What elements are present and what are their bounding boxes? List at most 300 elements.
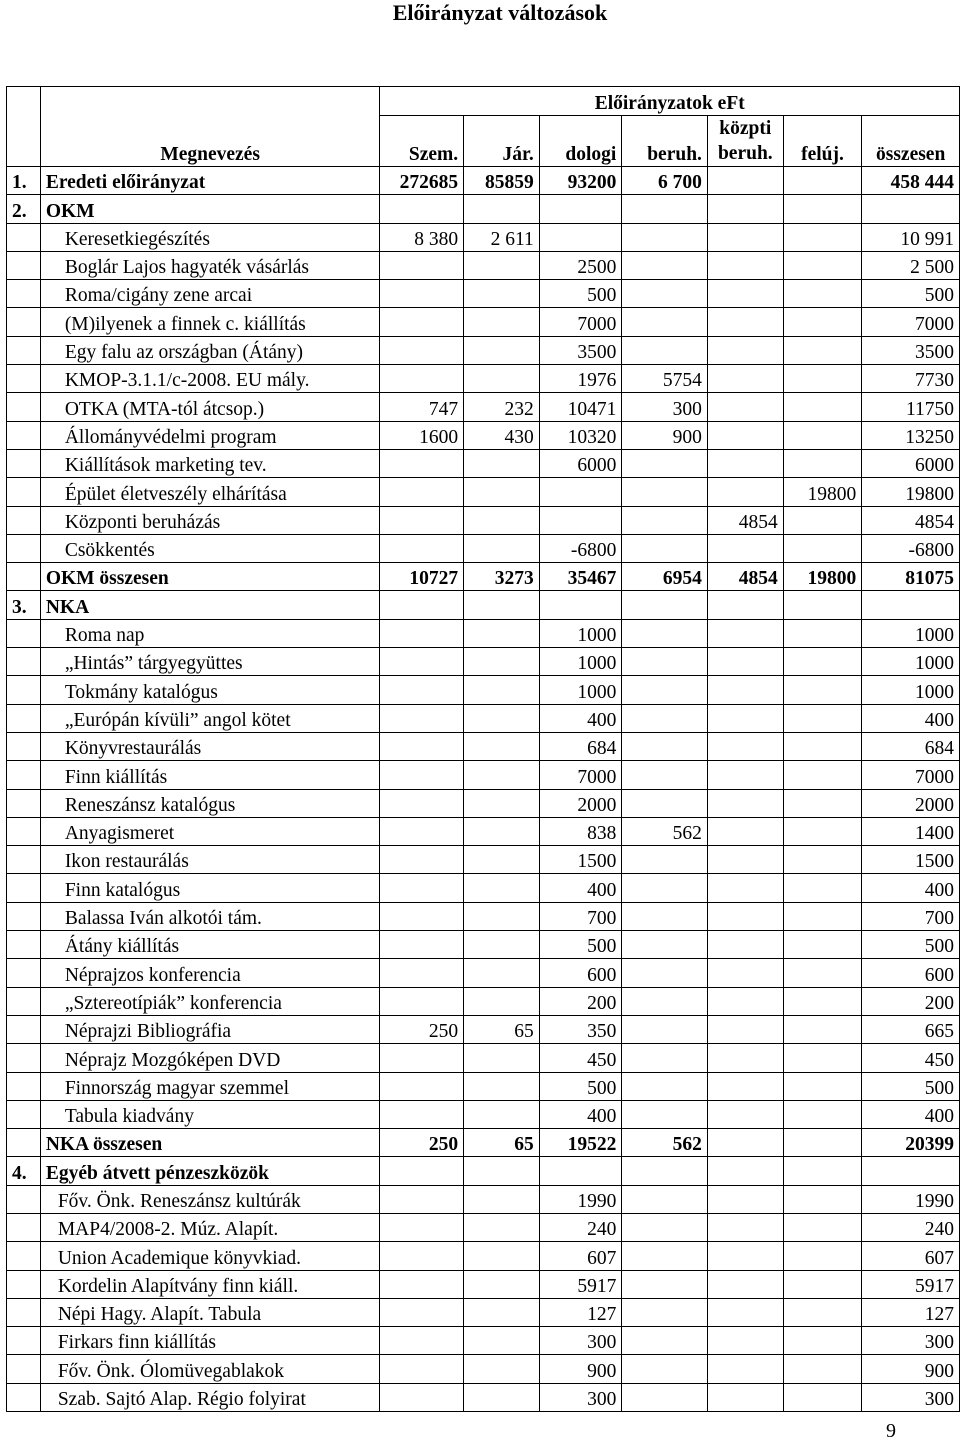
row-szem-cell	[380, 1213, 464, 1241]
row-feluj-cell	[783, 591, 862, 619]
row-kozp-cell	[707, 789, 783, 817]
row-number-cell	[7, 1072, 41, 1100]
row-beruh-cell	[622, 846, 708, 874]
table-row	[7, 1129, 960, 1157]
row-name-cell: Néprajz Mozgóképen DVD	[40, 1044, 380, 1072]
row-szem-cell	[380, 1185, 464, 1213]
row-feluj-cell	[783, 534, 862, 562]
row-jar-cell: 232	[464, 393, 540, 421]
row-ossz-cell: 500	[862, 1072, 960, 1100]
row-kozp-cell	[707, 1100, 783, 1128]
row-feluj-cell	[783, 195, 862, 223]
row-beruh-cell	[622, 1185, 708, 1213]
row-jar-cell	[464, 959, 540, 987]
row-number-cell	[7, 1270, 41, 1298]
row-jar-cell	[464, 1044, 540, 1072]
row-beruh-cell	[622, 704, 708, 732]
table-row	[7, 534, 960, 562]
row-ossz-cell: 81075	[862, 563, 960, 591]
row-beruh-cell	[622, 1044, 708, 1072]
row-szem-cell	[380, 1355, 464, 1383]
row-name-cell: (M)ilyenek a finnek c. kiállítás	[40, 308, 380, 336]
row-kozp-cell	[707, 846, 783, 874]
row-kozp-cell	[707, 393, 783, 421]
header-group-label: Előirányzatok eFt	[380, 87, 960, 116]
row-ossz-cell: 13250	[862, 421, 960, 449]
row-name-cell: KMOP-3.1.1/c-2008. EU mály.	[40, 365, 380, 393]
row-jar-cell	[464, 1242, 540, 1270]
row-name-cell: Központi beruházás	[40, 506, 380, 534]
row-kozp-cell	[707, 704, 783, 732]
row-beruh-cell	[622, 1015, 708, 1043]
row-dologi-cell: 93200	[539, 167, 622, 195]
row-kozp-cell	[707, 619, 783, 647]
row-kozp-cell	[707, 648, 783, 676]
row-dologi-cell: 400	[539, 874, 622, 902]
row-name-cell: Finn katalógus	[40, 874, 380, 902]
row-dologi-cell: 240	[539, 1213, 622, 1241]
table-row	[7, 846, 960, 874]
row-szem-cell: 272685	[380, 167, 464, 195]
row-feluj-cell	[783, 365, 862, 393]
row-number-cell	[7, 1185, 41, 1213]
row-feluj-cell	[783, 648, 862, 676]
row-dologi-cell: 450	[539, 1044, 622, 1072]
row-number-cell	[7, 1355, 41, 1383]
header-beruh: beruh.	[622, 116, 708, 167]
row-szem-cell	[380, 902, 464, 930]
row-szem-cell	[380, 478, 464, 506]
row-jar-cell	[464, 1072, 540, 1100]
table-row	[7, 308, 960, 336]
row-jar-cell: 65	[464, 1015, 540, 1043]
row-szem-cell	[380, 846, 464, 874]
row-feluj-cell: 19800	[783, 563, 862, 591]
row-ossz-cell: 600	[862, 959, 960, 987]
table-row	[7, 817, 960, 845]
row-kozp-cell	[707, 365, 783, 393]
row-dologi-cell: 10320	[539, 421, 622, 449]
row-dologi-cell: 500	[539, 931, 622, 959]
row-ossz-cell: 300	[862, 1383, 960, 1411]
row-dologi-cell: 900	[539, 1355, 622, 1383]
row-name-cell: Tokmány katalógus	[40, 676, 380, 704]
row-feluj-cell	[783, 1355, 862, 1383]
row-beruh-cell	[622, 1213, 708, 1241]
row-ossz-cell: 5917	[862, 1270, 960, 1298]
row-name-cell: Kiállítások marketing tev.	[40, 449, 380, 477]
row-ossz-cell: 127	[862, 1298, 960, 1326]
row-beruh-cell	[622, 1383, 708, 1411]
row-szem-cell	[380, 449, 464, 477]
row-ossz-cell: 400	[862, 704, 960, 732]
row-ossz-cell: 19800	[862, 478, 960, 506]
row-feluj-cell	[783, 874, 862, 902]
row-kozp-cell	[707, 1327, 783, 1355]
row-kozp-cell	[707, 1213, 783, 1241]
row-feluj-cell	[783, 732, 862, 760]
row-kozp-cell	[707, 761, 783, 789]
row-dologi-cell: 1000	[539, 676, 622, 704]
table-row	[7, 336, 960, 364]
row-kozp-cell	[707, 1072, 783, 1100]
header-kozpti	[707, 116, 783, 167]
table-row	[7, 704, 960, 732]
row-jar-cell	[464, 506, 540, 534]
row-feluj-cell	[783, 846, 862, 874]
row-jar-cell: 2 611	[464, 223, 540, 251]
row-name-cell: Könyvrestaurálás	[40, 732, 380, 760]
row-kozp-cell	[707, 1355, 783, 1383]
row-kozp-cell	[707, 421, 783, 449]
row-dologi-cell: 1500	[539, 846, 622, 874]
row-szem-cell	[380, 1100, 464, 1128]
row-szem-cell	[380, 1044, 464, 1072]
table-row	[7, 1072, 960, 1100]
row-szem-cell	[380, 1072, 464, 1100]
row-szem-cell	[380, 761, 464, 789]
row-feluj-cell	[783, 619, 862, 647]
row-name-cell: Union Academique könyvkiad.	[40, 1242, 380, 1270]
row-dologi-cell: 607	[539, 1242, 622, 1270]
row-kozp-cell	[707, 251, 783, 279]
row-feluj-cell	[783, 1242, 862, 1270]
row-name-cell: OTKA (MTA-tól átcsop.)	[40, 393, 380, 421]
table-row	[7, 789, 960, 817]
row-ossz-cell: 11750	[862, 393, 960, 421]
row-name-cell: Népi Hagy. Alapít. Tabula	[40, 1298, 380, 1326]
row-beruh-cell	[622, 1270, 708, 1298]
row-szem-cell	[380, 591, 464, 619]
row-beruh-cell	[622, 1242, 708, 1270]
row-jar-cell	[464, 280, 540, 308]
row-name-cell: „Hintás” tárgyegyüttes	[40, 648, 380, 676]
row-feluj-cell	[783, 1298, 862, 1326]
row-beruh-cell	[622, 874, 708, 902]
row-name-cell: Egyéb átvett pénzeszközök	[40, 1157, 380, 1185]
table-row	[7, 449, 960, 477]
table-row	[7, 280, 960, 308]
row-szem-cell	[380, 1298, 464, 1326]
row-beruh-cell: 6954	[622, 563, 708, 591]
header-kozpti-line2: beruh.	[717, 143, 773, 164]
row-dologi-cell: 300	[539, 1383, 622, 1411]
row-name-cell: Néprajzos konferencia	[40, 959, 380, 987]
row-beruh-cell	[622, 789, 708, 817]
table-row	[7, 619, 960, 647]
row-kozp-cell	[707, 1185, 783, 1213]
row-jar-cell	[464, 902, 540, 930]
row-szem-cell	[380, 506, 464, 534]
row-szem-cell	[380, 1157, 464, 1185]
row-beruh-cell	[622, 1298, 708, 1326]
row-ossz-cell: 450	[862, 1044, 960, 1072]
row-ossz-cell: 1990	[862, 1185, 960, 1213]
row-feluj-cell	[783, 1015, 862, 1043]
row-kozp-cell	[707, 280, 783, 308]
row-ossz-cell: 7730	[862, 365, 960, 393]
row-name-cell: Néprajzi Bibliográfia	[40, 1015, 380, 1043]
header-jar: Jár.	[464, 116, 540, 167]
row-szem-cell	[380, 1327, 464, 1355]
page-number: 9	[886, 1420, 896, 1442]
row-feluj-cell	[783, 167, 862, 195]
row-dologi-cell: 838	[539, 817, 622, 845]
row-kozp-cell	[707, 902, 783, 930]
row-feluj-cell	[783, 1213, 862, 1241]
table-row	[7, 931, 960, 959]
row-kozp-cell	[707, 449, 783, 477]
row-beruh-cell	[622, 336, 708, 364]
row-kozp-cell: 4854	[707, 506, 783, 534]
row-name-cell: „Sztereotípiák” konferencia	[40, 987, 380, 1015]
row-beruh-cell	[622, 902, 708, 930]
row-beruh-cell	[622, 534, 708, 562]
row-jar-cell	[464, 1327, 540, 1355]
row-szem-cell: 250	[380, 1015, 464, 1043]
row-dologi-cell: 350	[539, 1015, 622, 1043]
row-ossz-cell: 7000	[862, 308, 960, 336]
row-number-cell	[7, 987, 41, 1015]
row-feluj-cell: 19800	[783, 478, 862, 506]
row-number-cell	[7, 619, 41, 647]
row-name-cell: Egy falu az országban (Átány)	[40, 336, 380, 364]
table-row	[7, 1044, 960, 1072]
row-kozp-cell	[707, 959, 783, 987]
row-number-cell	[7, 732, 41, 760]
row-number-cell	[7, 789, 41, 817]
row-jar-cell	[464, 365, 540, 393]
row-number-cell	[7, 534, 41, 562]
row-dologi-cell: 400	[539, 704, 622, 732]
row-szem-cell: 747	[380, 393, 464, 421]
row-dologi-cell	[539, 591, 622, 619]
row-dologi-cell	[539, 223, 622, 251]
row-dologi-cell: 2500	[539, 251, 622, 279]
row-jar-cell	[464, 704, 540, 732]
row-beruh-cell	[622, 1072, 708, 1100]
row-jar-cell	[464, 817, 540, 845]
row-dologi-cell: -6800	[539, 534, 622, 562]
row-dologi-cell: 35467	[539, 563, 622, 591]
row-dologi-cell: 1976	[539, 365, 622, 393]
row-ossz-cell	[862, 1157, 960, 1185]
row-feluj-cell	[783, 393, 862, 421]
row-szem-cell: 1600	[380, 421, 464, 449]
table-row	[7, 1213, 960, 1241]
row-number-cell	[7, 817, 41, 845]
table-row	[7, 987, 960, 1015]
budget-table	[6, 86, 960, 1412]
row-szem-cell	[380, 987, 464, 1015]
header-kozpti-line1: közpti	[719, 118, 772, 139]
row-ossz-cell: 458 444	[862, 167, 960, 195]
row-number-cell	[7, 1327, 41, 1355]
row-kozp-cell	[707, 478, 783, 506]
row-name-cell: Kordelin Alapítvány finn kiáll.	[40, 1270, 380, 1298]
row-szem-cell: 250	[380, 1129, 464, 1157]
row-dologi-cell: 200	[539, 987, 622, 1015]
row-ossz-cell: 400	[862, 874, 960, 902]
row-ossz-cell: 10 991	[862, 223, 960, 251]
row-kozp-cell	[707, 1044, 783, 1072]
row-jar-cell	[464, 931, 540, 959]
table-row	[7, 1298, 960, 1326]
row-number-cell	[7, 902, 41, 930]
row-jar-cell	[464, 1213, 540, 1241]
row-kozp-cell	[707, 195, 783, 223]
table-row	[7, 478, 960, 506]
header-osszesen: összesen	[862, 116, 960, 167]
row-ossz-cell: 607	[862, 1242, 960, 1270]
row-number-cell	[7, 308, 41, 336]
row-feluj-cell	[783, 421, 862, 449]
row-ossz-cell: 700	[862, 902, 960, 930]
row-name-cell: Keresetkiegészítés	[40, 223, 380, 251]
row-jar-cell	[464, 195, 540, 223]
row-jar-cell: 85859	[464, 167, 540, 195]
table-row	[7, 732, 960, 760]
row-jar-cell	[464, 449, 540, 477]
row-name-cell: Épület életveszély elhárítása	[40, 478, 380, 506]
row-beruh-cell	[622, 223, 708, 251]
row-name-cell: MAP4/2008-2. Múz. Alapít.	[40, 1213, 380, 1241]
row-name-cell: Tabula kiadvány	[40, 1100, 380, 1128]
row-dologi-cell: 6000	[539, 449, 622, 477]
row-szem-cell	[380, 704, 464, 732]
row-feluj-cell	[783, 1129, 862, 1157]
header-feluj: felúj.	[783, 116, 862, 167]
row-name-cell: Szab. Sajtó Alap. Régio folyirat	[40, 1383, 380, 1411]
row-szem-cell	[380, 676, 464, 704]
row-number-cell	[7, 478, 41, 506]
row-feluj-cell	[783, 308, 862, 336]
row-beruh-cell	[622, 280, 708, 308]
row-feluj-cell	[783, 761, 862, 789]
row-name-cell: Reneszánsz katalógus	[40, 789, 380, 817]
row-kozp-cell	[707, 336, 783, 364]
row-beruh-cell: 5754	[622, 365, 708, 393]
row-kozp-cell	[707, 1242, 783, 1270]
row-szem-cell: 10727	[380, 563, 464, 591]
row-number-cell	[7, 704, 41, 732]
table-row	[7, 1100, 960, 1128]
row-kozp-cell	[707, 874, 783, 902]
row-szem-cell: 8 380	[380, 223, 464, 251]
row-feluj-cell	[783, 1327, 862, 1355]
row-dologi-cell	[539, 195, 622, 223]
row-kozp-cell	[707, 308, 783, 336]
row-number-cell	[7, 563, 41, 591]
row-jar-cell	[464, 534, 540, 562]
row-number-cell	[7, 1242, 41, 1270]
table-row	[7, 1355, 960, 1383]
row-beruh-cell	[622, 732, 708, 760]
row-jar-cell	[464, 336, 540, 364]
row-kozp-cell	[707, 817, 783, 845]
row-ossz-cell: 2000	[862, 789, 960, 817]
row-number-cell	[7, 365, 41, 393]
row-kozp-cell	[707, 591, 783, 619]
row-name-cell: Roma/cigány zene arcai	[40, 280, 380, 308]
row-jar-cell	[464, 1355, 540, 1383]
row-name-cell: Állományvédelmi program	[40, 421, 380, 449]
table-row	[7, 563, 960, 591]
row-kozp-cell	[707, 1129, 783, 1157]
row-dologi-cell: 300	[539, 1327, 622, 1355]
row-feluj-cell	[783, 931, 862, 959]
row-kozp-cell	[707, 732, 783, 760]
row-feluj-cell	[783, 280, 862, 308]
row-name-cell: NKA összesen	[40, 1129, 380, 1157]
header-no-cell	[7, 87, 41, 167]
row-dologi-cell: 1000	[539, 619, 622, 647]
row-dologi-cell	[539, 478, 622, 506]
row-beruh-cell	[622, 478, 708, 506]
row-kozp-cell	[707, 987, 783, 1015]
row-jar-cell	[464, 648, 540, 676]
row-feluj-cell	[783, 789, 862, 817]
row-beruh-cell	[622, 506, 708, 534]
row-feluj-cell	[783, 1100, 862, 1128]
row-name-cell: „Európán kívüli” angol kötet	[40, 704, 380, 732]
row-beruh-cell	[622, 308, 708, 336]
table-row	[7, 223, 960, 251]
page-title: Előirányzat változások	[392, 0, 608, 25]
row-dologi-cell	[539, 1157, 622, 1185]
row-number-cell	[7, 1213, 41, 1241]
row-dologi-cell: 7000	[539, 308, 622, 336]
row-feluj-cell	[783, 506, 862, 534]
row-beruh-cell	[622, 1157, 708, 1185]
row-name-cell: Átány kiállítás	[40, 931, 380, 959]
row-ossz-cell: 900	[862, 1355, 960, 1383]
table-row	[7, 591, 960, 619]
row-number-cell	[7, 1129, 41, 1157]
row-szem-cell	[380, 1242, 464, 1270]
row-beruh-cell	[622, 1355, 708, 1383]
table-row	[7, 167, 960, 195]
row-name-cell: NKA	[40, 591, 380, 619]
row-feluj-cell	[783, 1072, 862, 1100]
row-name-cell: Anyagismeret	[40, 817, 380, 845]
row-name-cell: Ikon restaurálás	[40, 846, 380, 874]
row-beruh-cell	[622, 959, 708, 987]
row-beruh-cell	[622, 987, 708, 1015]
row-kozp-cell	[707, 1015, 783, 1043]
table-row	[7, 1157, 960, 1185]
row-jar-cell	[464, 789, 540, 817]
row-number-cell: 4.	[7, 1157, 41, 1185]
row-name-cell: Firkars finn kiállítás	[40, 1327, 380, 1355]
row-szem-cell	[380, 1383, 464, 1411]
row-number-cell	[7, 1100, 41, 1128]
row-number-cell	[7, 449, 41, 477]
row-name-cell: OKM összesen	[40, 563, 380, 591]
table-row	[7, 1383, 960, 1411]
row-szem-cell	[380, 534, 464, 562]
row-ossz-cell: 2 500	[862, 251, 960, 279]
row-jar-cell	[464, 251, 540, 279]
row-dologi-cell: 2000	[539, 789, 622, 817]
row-number-cell	[7, 421, 41, 449]
row-beruh-cell	[622, 195, 708, 223]
row-feluj-cell	[783, 704, 862, 732]
table-row	[7, 1185, 960, 1213]
row-dologi-cell: 500	[539, 1072, 622, 1100]
header-szem: Szem.	[380, 116, 464, 167]
row-jar-cell	[464, 732, 540, 760]
